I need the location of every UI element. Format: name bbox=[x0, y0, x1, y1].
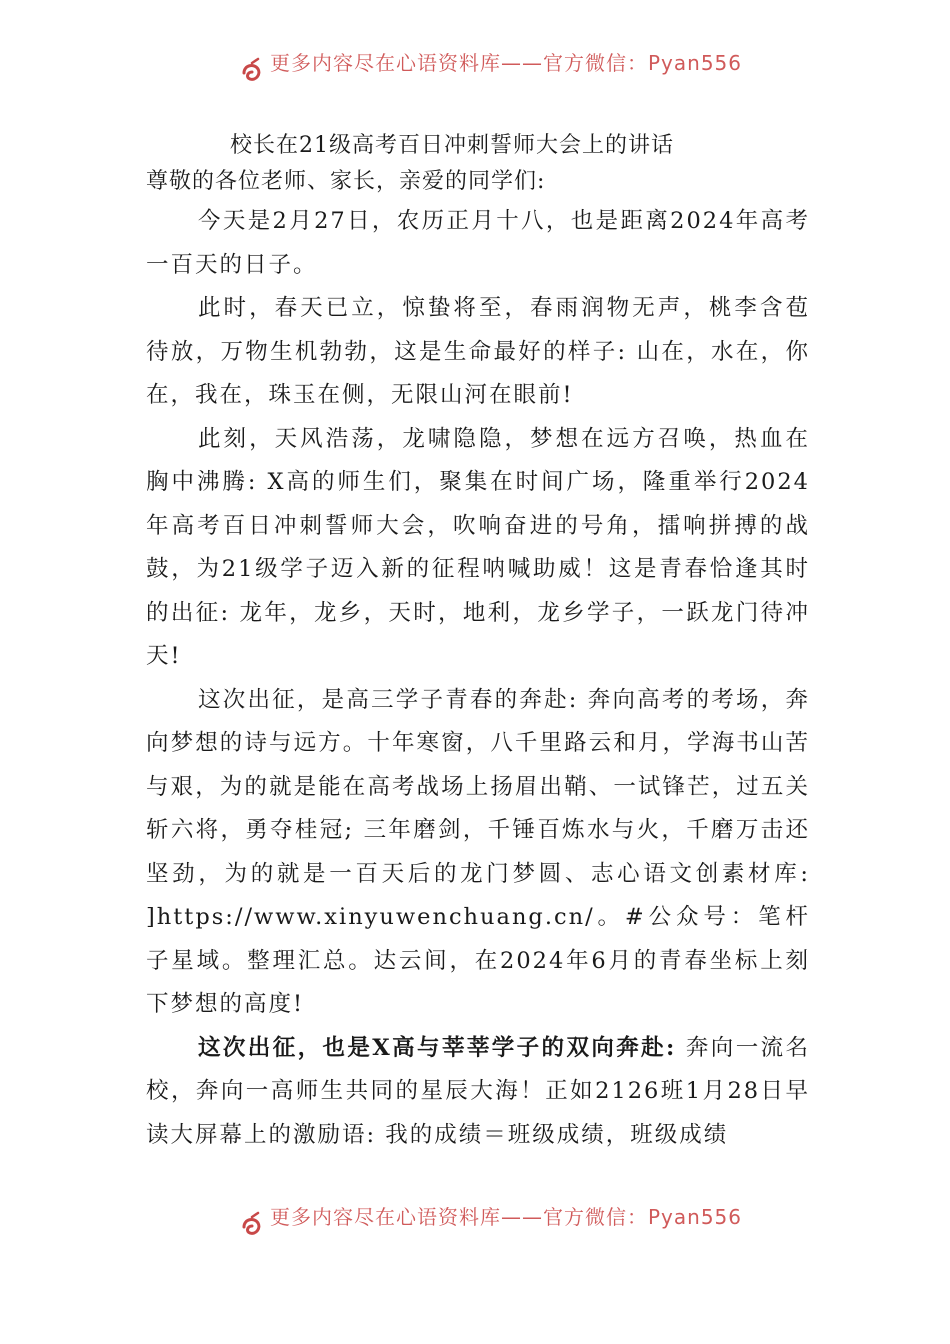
watermark-logo-icon bbox=[238, 1211, 266, 1239]
watermark-logo-icon bbox=[238, 57, 266, 85]
paragraph: 今天是2月27日，农历正月十八，也是距离2024年高考一百天的日子。 bbox=[146, 208, 810, 278]
watermark-text: 更多内容尽在心语资料库——官方微信：Pyan556 bbox=[270, 51, 743, 75]
paragraph: 这次出征，是高三学子青春的奔赴: 奔向高考的考场，奔向梦想的诗与远方。十年寒窗，八千里路云和月，学海书山苦与艰，为的就是能在高考战场上扬眉出鞘、一试锋芒，过五关斩六将，勇夺桂冠; 三年磨剑，千锤百炼水与火，千磨万击还坚劲，为的就是一百天后的龙门梦圆、志心语文创素材库: ]https://www.xinyuwenchuang.cn/。#公众号：笔杆子星域。整理汇总。达云间，在2024年6月的青春坐标上刻下梦想的高度! bbox=[146, 686, 810, 1017]
paragraph bbox=[146, 1027, 810, 1158]
paragraph-rest: 奔向一流名校，奔向一高师生共同的星辰大海！正如2126班1月28日早读大屏幕上的激励语: 我的成绩＝班级成绩，班级成绩 bbox=[146, 1034, 811, 1148]
paragraph-lead-bold: 这次出征，也是X高与莘莘学子的双向奔赴: bbox=[198, 1034, 677, 1061]
watermark-header bbox=[0, 50, 950, 90]
watermark-text: 更多内容尽在心语资料库——官方微信：Pyan556 bbox=[270, 1205, 743, 1229]
document-title: 校长在21级高考百日冲刺誓师大会上的讲话 bbox=[230, 133, 674, 158]
watermark-footer bbox=[0, 1204, 950, 1244]
salutation: 尊敬的各位老师、家长，亲爱的同学们: bbox=[146, 169, 546, 194]
document-body bbox=[146, 128, 810, 1157]
paragraph: 此刻，天风浩荡，龙啸隐隐，梦想在远方召唤，热血在胸中沸腾: X高的师生们，聚集在时间广场，隆重举行2024年高考百日冲刺誓师大会，吹响奋进的号角，擂响拼搏的战鼓，为21级学子迈入新的征程呐喊助威！这是青春恰逢其时的出征: 龙年，龙乡，天时，地利，龙乡学子，一跃龙门待冲天! bbox=[146, 425, 810, 669]
paragraph: 此时，春天已立，惊蛰将至，春雨润物无声，桃李含苞待放，万物生机勃勃，这是生命最好的样子: 山在，水在，你在，我在，珠玉在侧，无限山河在眼前! bbox=[146, 295, 810, 408]
